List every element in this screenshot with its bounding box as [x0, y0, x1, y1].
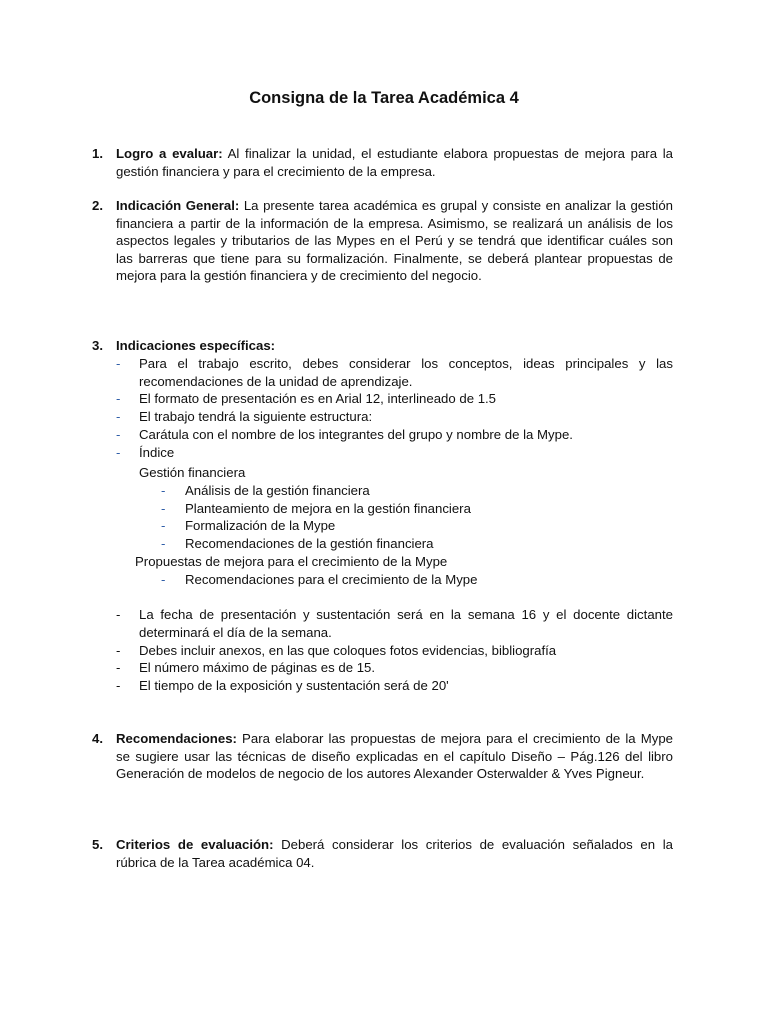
group-label-propuestas: Propuestas de mejora para el crecimiento de la Mype: [135, 554, 448, 569]
bullet-dash: -: [116, 356, 121, 371]
bullet-dash: -: [116, 678, 121, 693]
list-item-text: Planteamiento de mejora en la gestión financiera: [185, 501, 471, 516]
section-heading: Indicación General:: [116, 198, 240, 213]
section-heading: Criterios de evaluación:: [116, 837, 274, 852]
section-heading: Recomendaciones:: [116, 731, 237, 746]
section-number: 3.: [92, 338, 103, 353]
list-item-text: Formalización de la Mype: [185, 518, 336, 533]
bullet-dash: -: [116, 643, 121, 658]
section-number: 2.: [92, 198, 103, 213]
bullet-dash: -: [161, 536, 166, 551]
list-item-text: El número máximo de páginas es de 15.: [139, 660, 376, 675]
section-heading: Indicaciones específicas:: [116, 338, 276, 353]
bullet-dash: -: [161, 572, 166, 587]
list-item-text: Carátula con el nombre de los integrantes del grupo y nombre de la Mype.: [139, 427, 573, 442]
section-number: 4.: [92, 731, 103, 746]
group-label-gestion: Gestión financiera: [139, 465, 246, 480]
list-item-text: La fecha de presentación y sustentación será en la semana 16 y el docente dictante determinará el día de la semana.: [139, 607, 673, 640]
list-item-text: El formato de presentación es en Arial 12, interlineado de 1.5: [139, 391, 497, 406]
list-item-text: Análisis de la gestión financiera: [185, 483, 370, 498]
bullet-dash: -: [116, 409, 121, 424]
section-body: [116, 836, 673, 871]
list-item-text: Recomendaciones de la gestión financiera: [185, 536, 434, 551]
bullet-dash: -: [161, 483, 166, 498]
section-body: [116, 197, 673, 285]
section-number: 1.: [92, 146, 103, 161]
section-heading: Logro a evaluar:: [116, 146, 223, 161]
bullet-dash: -: [116, 660, 121, 675]
list-item-text: Índice: [139, 445, 175, 460]
bullet-dash: -: [116, 445, 121, 460]
bullet-dash: -: [116, 391, 121, 406]
document-title: Consigna de la Tarea Académica 4: [249, 89, 519, 107]
section-text: La presente tarea académica es grupal y consiste en analizar la gestión financiera a partir de la información de la empresa. Asimismo, se realizará un análisis de los aspectos legales y tributarios de las Mypes en el Perú y se tendrá que identificar cuáles son las barreras que tiene para su formalización. Finalmente, se deberá plantear propuestas de mejora para la gestión financiera y de crecimiento del negocio.: [116, 198, 673, 284]
list-item-text: Recomendaciones para el crecimiento de la Mype: [185, 572, 478, 587]
list-item-text: El tiempo de la exposición y sustentación será de 20': [139, 678, 449, 693]
list-item-text: Para el trabajo escrito, debes considerar los conceptos, ideas principales y las recomendaciones de la unidad de aprendizaje.: [139, 356, 673, 389]
section-text: Para elaborar las propuestas de mejora para el crecimiento de la Mype se sugiere usar las técnicas de diseño explicadas en el capítulo Diseño – Pág.126 del libro Generación de modelos de negocio de los autores Alexander Osterwalder & Yves Pigneur.: [116, 731, 673, 782]
bullet-dash: -: [161, 501, 166, 516]
list-item-text: Debes incluir anexos, en las que coloques fotos evidencias, bibliografía: [139, 643, 557, 658]
section-body: [116, 730, 673, 783]
section-number: 5.: [92, 837, 103, 852]
section-text: Al finalizar la unidad, el estudiante elabora propuestas de mejora para la gestión financiera y para el crecimiento de la empresa.: [116, 146, 673, 179]
section-text: Deberá considerar los criterios de evaluación señalados en la rúbrica de la Tarea académica 04.: [116, 837, 673, 870]
section-body: [116, 145, 673, 180]
bullet-dash: -: [116, 427, 121, 442]
bullet-dash: -: [161, 518, 166, 533]
list-item-text: El trabajo tendrá la siguiente estructura:: [139, 409, 373, 424]
bullet-dash: -: [116, 607, 121, 622]
